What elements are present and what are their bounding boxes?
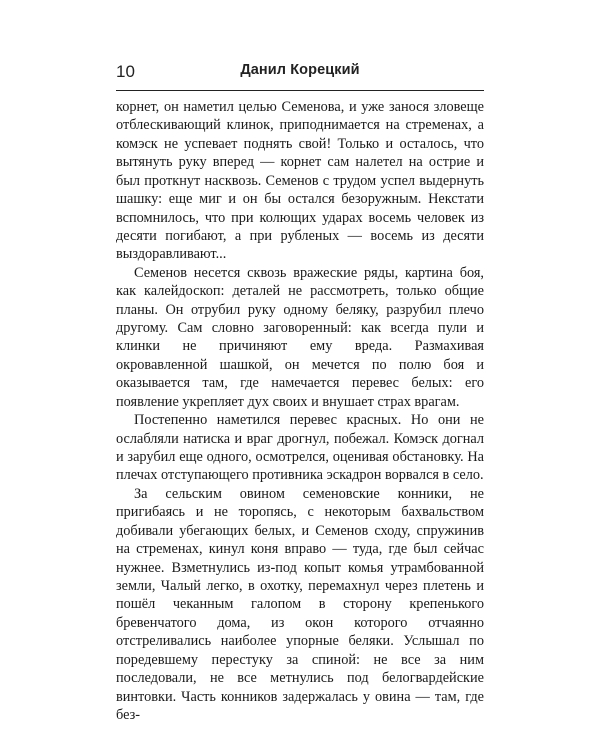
paragraph: Семенов несется сквозь вражеские ряды, картина боя, как калейдоскоп: деталей не рассмотреть, только общие планы. Он отрубил руку одному беляку, разрубил плечо другому. Сам словно заговоренный: как всегда пули и клинки не причиняют ему вреда. Размахивая окровавленной шашкой, он мечется по полю боя и оказывается там, где намечается перевес белых: его появление укрепляет дух своих и внушает страх врагам. bbox=[116, 264, 484, 410]
running-head bbox=[116, 62, 484, 84]
page-number: 10 bbox=[116, 62, 135, 81]
header-divider bbox=[116, 90, 484, 91]
paragraph: За сельским овином семеновские конники, не пригибаясь и не торопясь, с некоторым бахвальством добивали убегающих белых, и Семенов сходу, спружинив на стременах, кинул коня вправо — туда, где был сейчас нужнее. Взметнулись из-под копыт комья утрамбованной земли, Чалый легко, в охотку, перемахнул через плетень и пошёл чеканным галопом в сторону крепенького бревенчатого дома, из окон которого отчаянно отстреливались наиболее упорные беляки. Услышал по поредевшему перестуку за спиной: не все за ним последовали, не все метнулись под белогвардейские винтовки. Часть конников задержалась у овина — там, где без- bbox=[116, 485, 484, 723]
body-text bbox=[116, 98, 484, 724]
paragraph: корнет, он наметил целью Семенова, и уже занося зловеще отблескивающий клинок, приподнимается на стременах, а комэск не успевает поднять свой! Только и осталось, что вытянуть руку вперед — корнет сам налетел на острие и был проткнут насквозь. Семенов с трудом успел выдернуть шашку: еще миг и он бы остался безоружным. Некстати вспомнилось, что при колющих ударах восемь человек из десяти погибают, а при рубленых — восемь из десяти выздоравливают... bbox=[116, 99, 484, 263]
paragraph: Постепенно наметился перевес красных. Но они не ослабляли натиска и враг дрогнул, побежал. Комэск догнал и зарубил еще одного, осмотрелся, оценивая обстановку. На плечах отступающего противника эскадрон ворвался в село. bbox=[116, 412, 484, 484]
author-name: Данил Корецкий bbox=[240, 62, 360, 78]
